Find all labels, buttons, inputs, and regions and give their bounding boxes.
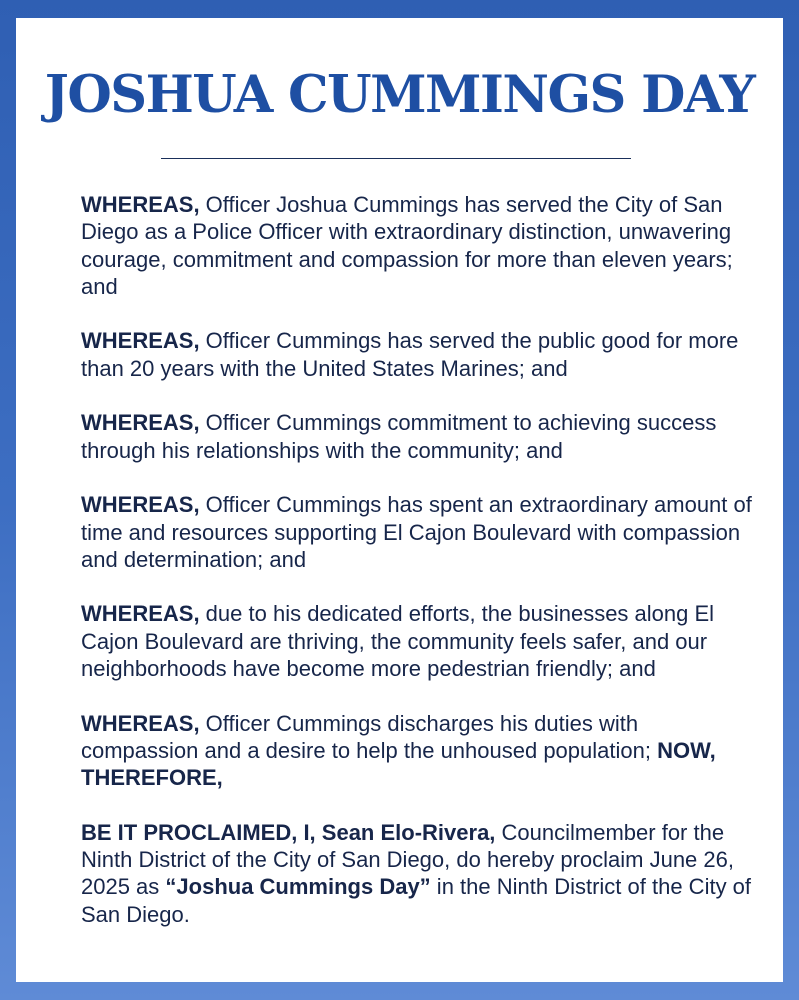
now-therefore: NOW, THEREFORE, — [81, 737, 716, 791]
proclamation-text-end: in the Ninth District of the City of San Diego. — [81, 874, 752, 927]
paragraph-text: Officer Cummings discharges his duties with compassion and a desire to help the unhoused population; — [81, 710, 658, 763]
whereas-keyword: WHEREAS, — [81, 601, 200, 627]
whereas-keyword: WHEREAS, — [81, 492, 200, 518]
paragraph-text: Officer Cummings commitment to achieving success through his relationships with the community; and — [81, 410, 717, 463]
paragraph-text: due to his dedicated efforts, the businesses along El Cajon Boulevard are thriving, the community feels safer, and our neighborhoods have become more pedestrian friendly; and — [81, 601, 715, 682]
whereas-keyword: WHEREAS, — [81, 192, 200, 217]
paragraph-text: Officer Cummings has spent an extraordinary amount of time and resources supporting El Cajon Boulevard with compassion and determination; and — [81, 492, 752, 572]
page-title: JOSHUA CUMMINGS DAY — [44, 65, 755, 125]
whereas-paragraph-2 — [81, 327, 761, 382]
proclamation-lead: BE IT PROCLAIMED, I, Sean Elo-Rivera, — [81, 819, 496, 845]
proclamation-card — [16, 18, 783, 982]
whereas-paragraph-6 — [81, 710, 761, 792]
whereas-paragraph-3 — [81, 409, 761, 464]
paragraph-text: Officer Cummings has served the public good for more than 20 years with the United States Marines; and — [81, 328, 739, 381]
proclamation-paragraph — [81, 819, 761, 928]
title-divider — [161, 158, 631, 159]
day-name: “Joshua Cummings Day” — [165, 874, 431, 900]
whereas-paragraph-5 — [81, 600, 761, 682]
whereas-keyword: WHEREAS, — [81, 410, 200, 436]
proclamation-body — [81, 191, 761, 928]
paragraph-text: Officer Joshua Cummings has served the City of San Diego as a Police Officer with extraordinary distinction, unwavering courage, commitment and compassion for more than eleven years; and — [81, 192, 733, 299]
whereas-paragraph-4 — [81, 491, 761, 573]
whereas-keyword: WHEREAS, — [81, 710, 200, 736]
whereas-paragraph-1 — [81, 191, 761, 300]
whereas-keyword: WHEREAS, — [81, 328, 200, 354]
proclamation-text: Councilmember for the Ninth District of the City of San Diego, do hereby proclaim June 26, 2025 as — [81, 819, 734, 900]
